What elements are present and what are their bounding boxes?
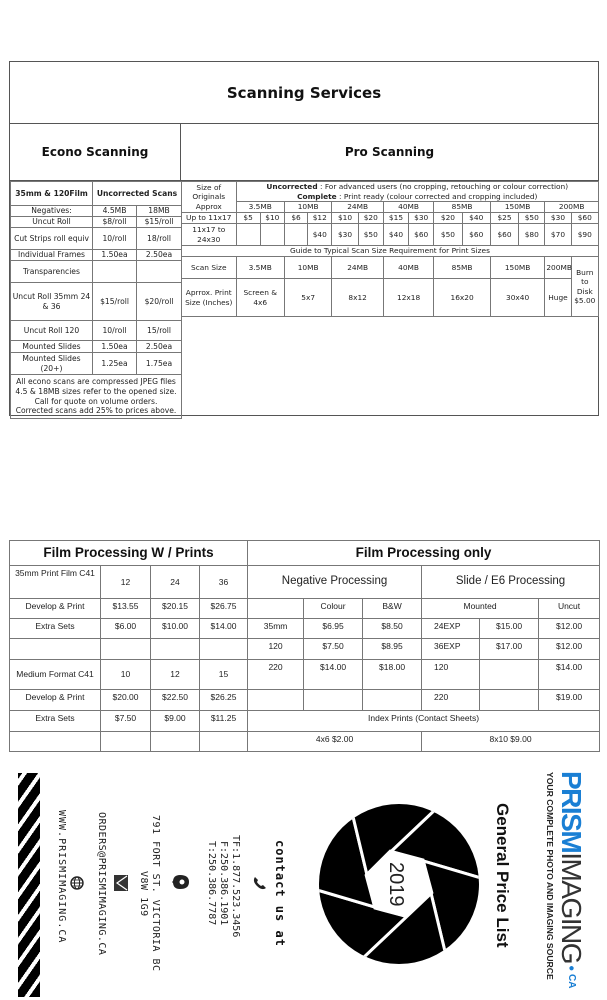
size-header: 3.5MB: [236, 202, 284, 213]
row-label: Up to 11x17: [182, 213, 237, 224]
cell-4-5mb: 10/roll: [93, 321, 137, 341]
brand-tagline: YOUR COMPLETE PHOTO AND IMAGING SOURCE: [545, 772, 555, 980]
index-4x6-price: 4x6 $2.00: [248, 732, 422, 752]
price-cell: [284, 224, 307, 246]
price-cell: $60: [409, 224, 434, 246]
price-cell: $15: [383, 213, 408, 224]
table-row: [182, 224, 599, 246]
email-link[interactable]: ORDERS@PRISMIMAGING.CA: [96, 812, 107, 956]
cell-4-5mb: 4.5MB: [93, 206, 137, 217]
guide-print: 16x20: [434, 279, 491, 317]
price-cell: $6: [284, 213, 307, 224]
price-cell: $26.25: [200, 690, 248, 711]
price-cell: $17.00: [480, 639, 539, 660]
empty-cell: [248, 599, 304, 619]
table-row: [11, 283, 182, 321]
brand-ca: ●CA: [566, 963, 577, 989]
contact-heading: contact us at: [273, 840, 287, 947]
slide-exposure: 36EXP: [422, 639, 480, 660]
econo-film-header: 35mm & 120Film: [11, 182, 93, 206]
price-list-title: General Price List: [493, 803, 512, 948]
empty-cell: [101, 639, 151, 660]
scanning-services-table: [9, 61, 599, 416]
index-8x10-price: 8x10 $9.00: [422, 732, 600, 752]
row-label: Individual Frames: [11, 250, 93, 261]
guide-size: 24MB: [332, 257, 383, 279]
row-label: Extra Sets: [10, 711, 101, 732]
year-label: 2019: [385, 862, 407, 907]
price-cell: $14.00: [200, 619, 248, 639]
colour-header: Colour: [304, 599, 363, 619]
approx-label: Approx: [195, 201, 222, 211]
price-cell: $80: [519, 224, 545, 246]
price-cell: $12.00: [539, 639, 600, 660]
price-cell: $7.50: [304, 639, 363, 660]
neg-format: 35mm: [248, 619, 304, 639]
film-processing-table: [9, 540, 599, 754]
slide-exposure: 220: [422, 690, 480, 711]
cell-4-5mb: $8/roll: [93, 217, 137, 228]
row-label: Transparencies: [11, 261, 93, 283]
cell-18mb: 2.50ea: [137, 341, 182, 353]
cell-18mb: 15/roll: [137, 321, 182, 341]
price-cell: $12: [308, 213, 332, 224]
guide-size: 3.5MB: [236, 257, 284, 279]
cell-4-5mb: [93, 261, 137, 283]
row-label: 11x17 to 24x30: [182, 224, 237, 246]
guide-title: Guide to Typical Scan Size Requirement for Print Sizes: [182, 246, 599, 257]
neg-format: 120: [248, 639, 304, 660]
econo-scanning-table: [10, 181, 182, 419]
size-header: 10MB: [284, 202, 331, 213]
price-cell: $25: [490, 213, 518, 224]
guide-print: Screen & 4x6: [236, 279, 284, 317]
guide-size: 150MB: [490, 257, 545, 279]
table-row: [11, 321, 182, 341]
brand-imaging: IMAGING: [556, 852, 587, 964]
price-cell: $22.50: [151, 690, 200, 711]
empty-cell: [304, 690, 363, 711]
phone-icon: [252, 876, 267, 891]
guide-size: 10MB: [284, 257, 331, 279]
website-link[interactable]: WWW.PRISMIMAGING.CA: [56, 810, 67, 944]
pro-scanning-table: [181, 181, 599, 317]
print-size-label: Aprrox. Print Size (Inches): [182, 279, 237, 317]
size-of-originals-label: [182, 182, 237, 213]
exposures-col: 10: [101, 660, 151, 690]
table-row: [11, 250, 182, 261]
brand-prism: PRISM: [556, 771, 587, 853]
price-cell: $7.50: [101, 711, 151, 732]
row-label: Negatives:: [11, 206, 93, 217]
phone-numbers: [205, 835, 241, 937]
exposures-col: 15: [200, 660, 248, 690]
table-row: [11, 341, 182, 353]
envelope-icon: [114, 875, 128, 891]
guide-print: 8x12: [332, 279, 383, 317]
guide-print: 5x7: [284, 279, 331, 317]
size-label: Size of Originals: [192, 182, 226, 202]
price-cell: $50: [519, 213, 545, 224]
price-cell: $30: [332, 224, 358, 246]
map-pin-icon: [172, 874, 190, 890]
price-cell: $20.15: [151, 599, 200, 619]
cell-4-5mb: 1.50ea: [93, 341, 137, 353]
row-label: Develop & Print: [10, 690, 101, 711]
address: [137, 815, 161, 972]
price-cell: [260, 224, 284, 246]
price-cell: $20: [358, 213, 383, 224]
burn-to-disk-price: Burn to Disk $5.00: [571, 257, 598, 317]
exposures-col: 12: [101, 566, 151, 599]
uncorrected-desc: : For advanced users (no cropping, retouching or colour correction): [317, 182, 569, 191]
econo-header-row: [11, 182, 182, 206]
price-cell: $40: [383, 224, 408, 246]
price-cell: $6.00: [101, 619, 151, 639]
price-cell: $20: [434, 213, 462, 224]
price-cell: $90: [571, 224, 598, 246]
guide-title-row: [182, 246, 599, 257]
row-label: Mounted Slides (20+): [11, 353, 93, 375]
price-cell: $50: [434, 224, 462, 246]
price-cell: $60: [462, 224, 490, 246]
size-header: 24MB: [332, 202, 383, 213]
price-cell: $30: [409, 213, 434, 224]
cell-18mb: 18/roll: [137, 228, 182, 250]
bw-header: B&W: [363, 599, 422, 619]
price-cell: $9.00: [151, 711, 200, 732]
table-row: [11, 217, 182, 228]
pro-sizes-row: [182, 202, 599, 213]
phone-number: T:250.386.7787: [206, 841, 217, 926]
size-header: 85MB: [434, 202, 491, 213]
price-cell: $60: [490, 224, 518, 246]
row-label: Extra Sets: [10, 619, 101, 639]
empty-cell: [200, 639, 248, 660]
empty-cell: [10, 639, 101, 660]
scanning-title: Scanning Services: [10, 62, 598, 124]
scan-size-label: Scan Size: [182, 257, 237, 279]
econo-note: All econo scans are compressed JPEG files 4.5 & 18MB sizes refer to the opened size. Call for quote on volume orders. Corrected scans add 25% to prices above.: [11, 375, 182, 419]
price-cell: $15.00: [480, 619, 539, 639]
table-row: [11, 228, 182, 250]
price-cell: $5: [236, 213, 260, 224]
print-mf-label: Medium Format C41: [10, 660, 101, 690]
pro-header-row: [182, 182, 599, 202]
slide-exposure: 24EXP: [422, 619, 480, 639]
empty-cell: [10, 732, 101, 752]
exposures-col: 24: [151, 566, 200, 599]
row-label: Uncut Roll 120: [11, 321, 93, 341]
price-cell: $14.00: [539, 660, 600, 690]
price-cell: $50: [358, 224, 383, 246]
mounted-header: Mounted: [422, 599, 539, 619]
cell-4-5mb: 1.50ea: [93, 250, 137, 261]
row-label: Cut Strips roll equiv: [11, 228, 93, 250]
negative-processing-title: Negative Processing: [248, 566, 422, 599]
row-label: Mounted Slides: [11, 341, 93, 353]
guide-scan-row: [182, 257, 599, 279]
cell-18mb: [137, 261, 182, 283]
price-cell: $8.50: [363, 619, 422, 639]
complete-term: Complete: [297, 191, 337, 201]
econo-uncorrected-header: Uncorrected Scans: [93, 182, 182, 206]
price-cell: $30: [545, 213, 571, 224]
price-cell: $40: [462, 213, 490, 224]
uncorrected-term: Uncorrected: [266, 182, 318, 191]
cell-18mb: $15/roll: [137, 217, 182, 228]
address-line-2: V8W 1G9: [138, 871, 149, 917]
uncut-header: Uncut: [539, 599, 600, 619]
cell-4-5mb: 1.25ea: [93, 353, 137, 375]
slide-exposure: 120: [422, 660, 480, 690]
address-line-1: 791 FORT ST. VICTORIA BC: [150, 815, 161, 972]
price-cell: $8.95: [363, 639, 422, 660]
price-cell: $70: [545, 224, 571, 246]
film-only-title: Film Processing only: [248, 541, 600, 566]
cell-4-5mb: $15/roll: [93, 283, 137, 321]
price-cell: $10: [332, 213, 358, 224]
empty-cell: [248, 690, 304, 711]
price-cell: $13.55: [101, 599, 151, 619]
size-header: 150MB: [490, 202, 545, 213]
guide-size: 85MB: [434, 257, 491, 279]
guide-print: 30x40: [490, 279, 545, 317]
cell-18mb: 2.50ea: [137, 250, 182, 261]
uncorrected-legend: [236, 182, 598, 202]
price-cell: $6.95: [304, 619, 363, 639]
price-cell: $20.00: [101, 690, 151, 711]
price-cell: $26.75: [200, 599, 248, 619]
price-cell: $60: [571, 213, 598, 224]
tollfree-number: TF:1.877.523.3456: [230, 835, 241, 938]
econo-note-row: [11, 375, 182, 419]
table-row: [182, 213, 599, 224]
complete-desc: : Print ready (colour corrected and cropping included): [336, 191, 538, 201]
diagonal-stripes-decoration: [18, 773, 40, 997]
exposures-col: 12: [151, 660, 200, 690]
neg-format: 220: [248, 660, 304, 690]
index-prints-title: Index Prints (Contact Sheets): [248, 711, 600, 732]
cell-18mb: $20/roll: [137, 283, 182, 321]
guide-size: 200MB: [545, 257, 571, 279]
empty-cell: [151, 639, 200, 660]
guide-size: 40MB: [383, 257, 433, 279]
film-prints-title: Film Processing W / Prints: [10, 541, 248, 566]
fax-number: F:250.386.1901: [218, 841, 229, 926]
price-cell: $14.00: [304, 660, 363, 690]
size-header: 40MB: [383, 202, 433, 213]
table-row: [11, 206, 182, 217]
cell-18mb: 1.75ea: [137, 353, 182, 375]
price-cell: $19.00: [539, 690, 600, 711]
table-row: [11, 261, 182, 283]
price-cell: $40: [308, 224, 332, 246]
row-label: Uncut Roll 35mm 24 & 36: [11, 283, 93, 321]
size-header: 200MB: [545, 202, 599, 213]
price-cell: $10: [260, 213, 284, 224]
cell-18mb: 18MB: [137, 206, 182, 217]
row-label: Uncut Roll: [11, 217, 93, 228]
empty-cell: [101, 732, 151, 752]
pro-scanning-title: Pro Scanning: [181, 124, 598, 181]
empty-cell: [151, 732, 200, 752]
price-cell: $10.00: [151, 619, 200, 639]
price-cell: $12.00: [539, 619, 600, 639]
table-row: [11, 353, 182, 375]
brand-logo: [556, 771, 586, 988]
guide-print: Huge: [545, 279, 571, 317]
empty-cell: [200, 732, 248, 752]
price-cell: [480, 660, 539, 690]
price-cell: [480, 690, 539, 711]
cell-4-5mb: 10/roll: [93, 228, 137, 250]
exposures-col: 36: [200, 566, 248, 599]
globe-icon: [70, 876, 84, 890]
econo-scanning-title: Econo Scanning: [10, 124, 181, 181]
price-cell: $18.00: [363, 660, 422, 690]
print-35-label: 35mm Print Film C41: [10, 566, 101, 599]
guide-print: 12x18: [383, 279, 433, 317]
price-cell: [236, 224, 260, 246]
row-label: Develop & Print: [10, 599, 101, 619]
guide-print-row: [182, 279, 599, 317]
price-cell: $11.25: [200, 711, 248, 732]
empty-cell: [363, 690, 422, 711]
slide-processing-title: Slide / E6 Processing: [422, 566, 600, 599]
